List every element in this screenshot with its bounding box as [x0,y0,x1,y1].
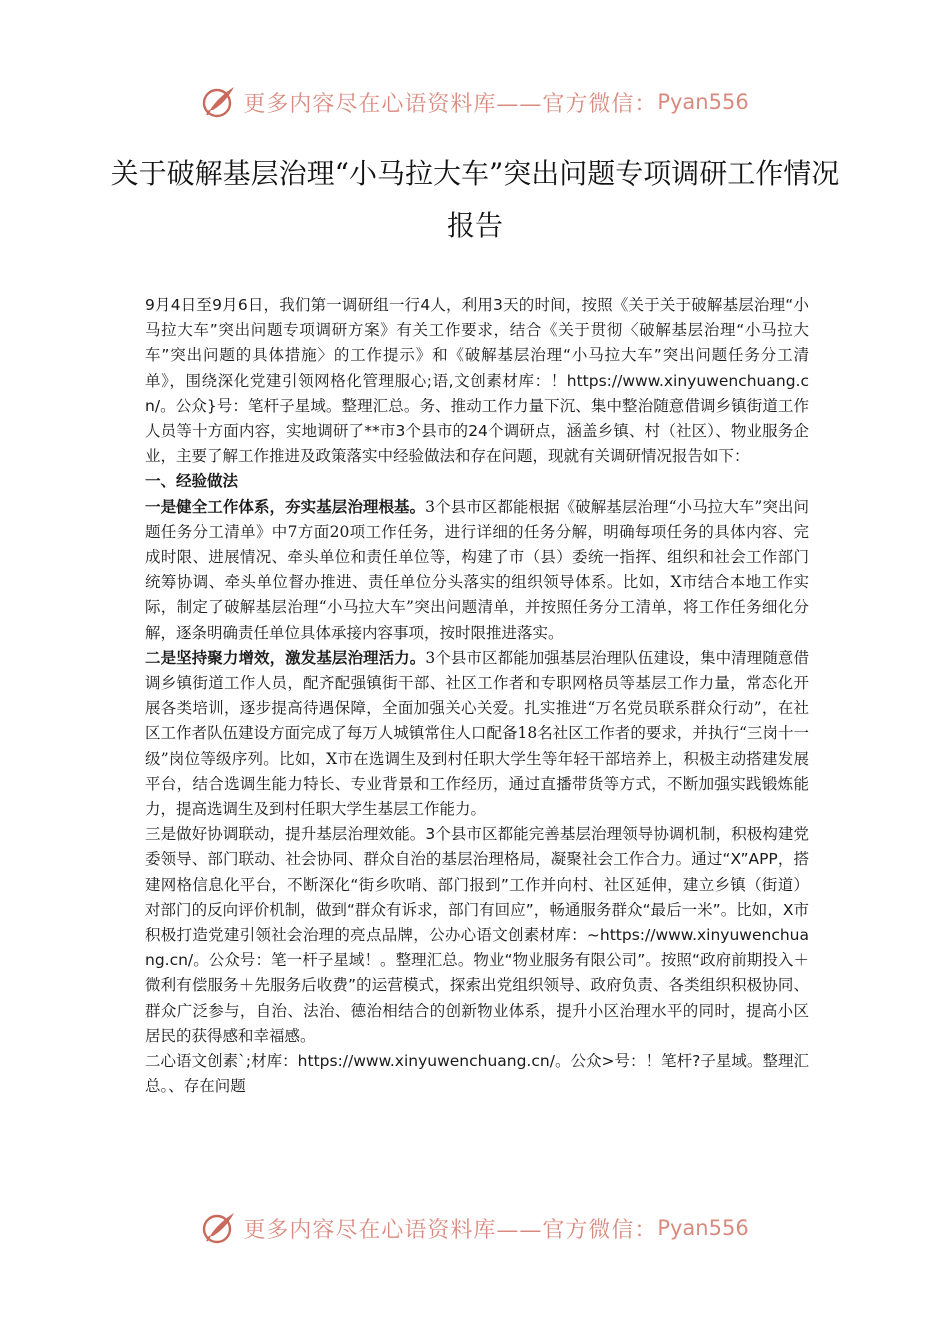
paragraph-two-body: 3个县市区都能加强基层治理队伍建设，集中清理随意借调乡镇街道工作人员，配齐配强镇街干部、社区工作者和专职网格员等基层工作力量，常态化开展各类培训，逐步提高待遇保障，全面加强关心关爱。扎实推进“万名党员联系群众行动”，在社区工作者队伍建设方面完成了每万人城镇常住人口配备18名社区工作者的要求，并执行“三岗十一级”岗位等级序列。比如，X市在选调生及到村任职大学生等年轻干部培养上，积极主动搭建发展平台，结合选调生能力特长、专业背景和工作经历，通过直播带货等方式，不断加强实践锻炼能力，提高选调生及到村任职大学生基层工作能力。 [145,648,809,819]
paragraph-three: 三是做好协调联动，提升基层治理效能。3个县市区都能完善基层治理领导协调机制，积极构建党委领导、部门联动、社会协同、群众自治的基层治理格局，凝聚社会工作合力。通过“X”APP，搭建网格信息化平台，不断深化“街乡吹哨、部门报到”工作并向村、社区延伸，建立乡镇（街道）对部门的反向评价机制，做到“群众有诉求，部门有回应”，畅通服务群众“最后一米”。比如，X市积极打造党建引领社会治理的亮点品牌，公办心语文创素材库：~https://www.xinyuwenchuang.cn/。公众号：笔一杆子星域！。整理汇总。物业“物业服务有限公司”。按照“政府前期投入＋微利有偿服务＋先服务后收费”的运营模式，探索出党组织领导、政府负责、各类组织积极协同、群众广泛参与，自治、法治、德治相结合的创新物业体系，提升小区治理水平的同时，提高小区居民的获得感和幸福感。 [145,825,809,1045]
watermark-text: 更多内容尽在心语资料库——官方微信： [243,1217,658,1243]
watermark-banner-bottom [0,1208,950,1248]
intro-paragraph: 9月4日至9月6日，我们第一调研组一行4人，利用3天的时间，按照《关于关于破解基层治理“小马拉大车”突出问题专项调研方案》有关工作要求，结合《关于贯彻〈破解基层治理“小马拉大车”突出问题的具体措施〉的工作提示》和《破解基层治理“小马拉大车”突出问题任务分工清单》，围绕深化党建引领网格化管理服心;语,文创素材库：！https://www.xinyuwenchuang.cn/。公众}号：笔杆子星域。整理汇总。务、推动工作力量下沉、集中整治随意借调乡镇街道工作人员等十方面内容，实地调研了**市3个县市的24个调研点，涵盖乡镇、村（社区）、物业服务企业，主要了解工作推进及政策落实中经验做法和存在问题，现就有关调研情况报告如下： [145,296,809,466]
paragraph-two [145,646,809,822]
watermark-contact: Pyan556 [657,90,749,114]
section-heading-experience: 一、经验做法 [145,472,239,491]
paragraph-two-lead: 二是坚持聚力增效，激发基层治理活力。 [145,648,426,667]
quill-logo-icon [201,1210,237,1246]
document-title: 关于破解基层治理“小马拉大车”突出问题专项调研工作情况报告 [110,157,840,242]
paragraph-four: 二心语文创素`;材库：https://www.xinyuwenchuang.cn/。公众>号：！笔杆?子星域。整理汇总。、存在问题 [145,1052,809,1096]
watermark-contact: Pyan556 [657,1216,749,1240]
watermark-text: 更多内容尽在心语资料库——官方微信： [243,91,658,117]
paragraph-one-body: 3个县市区都能根据《破解基层治理“小马拉大车”突出问题任务分工清单》中7方面20项工作任务，进行详细的任务分解，明确每项任务的具体内容、完成时限、进展情况、牵头单位和责任单位等，构建了市（县）委统一指挥、组织和社会工作部门统筹协调、牵头单位督办推进、责任单位分头落实的组织领导体系。比如，X市结合本地工作实际，制定了破解基层治理“小马拉大车”突出问题清单，并按照任务分工清单，将工作任务细化分解，逐条明确责任单位具体承接内容事项，按时限推进落实。 [145,497,809,642]
paragraph-one [145,495,809,646]
document-body [145,293,809,1100]
paragraph-one-lead: 一是健全工作体系，夯实基层治理根基。 [145,497,426,516]
quill-logo-icon [201,84,237,120]
watermark-banner-top [0,82,950,122]
